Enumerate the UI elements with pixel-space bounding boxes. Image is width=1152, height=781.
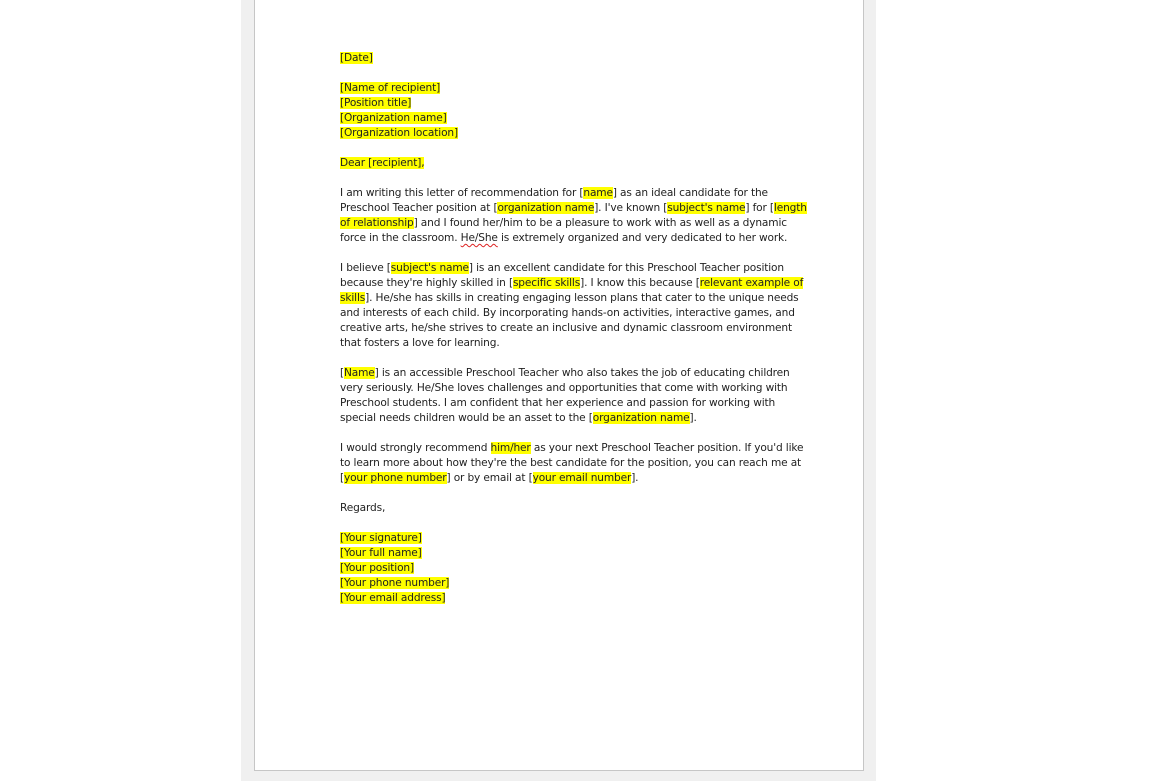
p4-text-1: I would strongly recommend [340, 442, 491, 454]
closing-text: Regards, [340, 502, 386, 514]
p2-text-3: ]. I know this because [ [580, 277, 700, 289]
p4-highlight-pronoun: him/her [490, 442, 531, 454]
p1-text-6: is extremely organized and very dedicated to her work. [497, 232, 788, 244]
p2-text-2: ] is an excellent candidate for this Preschool Teacher position because they're highly skilled in [ [340, 262, 784, 289]
salutation [340, 156, 812, 171]
salutation-text: Dear [recipient], [340, 157, 425, 169]
signature-phone: [Your phone number] [340, 577, 450, 589]
p4-text-4: ]. [631, 472, 639, 484]
date-line [340, 51, 812, 66]
p4-text-2: as your next Preschool Teacher position. If you'd like to learn more about how they're the best candidate for the position, you can reach me at [ [340, 442, 804, 484]
p2-highlight-subject: subject's name [390, 262, 469, 274]
p2-text-1: I believe [ [340, 262, 391, 274]
p1-text-5: ] and I found her/him to be a pleasure to work with as well as a dynamic force in the classroom. [340, 217, 787, 244]
p1-text-4: ] for [ [745, 202, 774, 214]
page-frame [241, 0, 876, 781]
recipient-organization: [Organization name] [340, 112, 447, 124]
letter-body[interactable] [340, 51, 812, 621]
p1-highlight-organization: organization name [497, 202, 595, 214]
signature-position: [Your position] [340, 562, 414, 574]
date-placeholder: [Date] [340, 52, 373, 64]
recipient-location: [Organization location] [340, 127, 458, 139]
p2-highlight-skills: specific skills [512, 277, 581, 289]
recipient-name: [Name of recipient] [340, 82, 441, 94]
closing [340, 501, 812, 516]
recipient-position: [Position title] [340, 97, 412, 109]
recipient-block [340, 81, 812, 141]
p1-highlight-name: name [583, 187, 613, 199]
paragraph-4 [340, 441, 812, 486]
paragraph-3 [340, 366, 812, 426]
p1-text-2: ] as an ideal candidate for the Preschool Teacher position at [ [340, 187, 768, 214]
p4-highlight-phone: your phone number [343, 472, 447, 484]
signature-block [340, 531, 812, 606]
p1-text-1: I am writing this letter of recommendation for [ [340, 187, 584, 199]
p1-highlight-subject: subject's name [667, 202, 746, 214]
p1-spellcheck-word[interactable]: He/She [460, 232, 498, 244]
p3-highlight-organization: organization name [592, 412, 690, 424]
signature-line: [Your signature] [340, 532, 422, 544]
paragraph-1 [340, 186, 812, 246]
document-page [254, 0, 864, 771]
p3-text-3: ]. [689, 412, 697, 424]
p3-text-2: ] is an accessible Preschool Teacher who also takes the job of educating children very seriously. He/She loves challenges and opportunities that come with working with Preschool students. I am confident that her experience and passion for working with special needs children would be an asset to the [ [340, 367, 790, 424]
p4-text-3: ] or by email at [ [446, 472, 533, 484]
p3-highlight-name: Name [343, 367, 375, 379]
p1-highlight-relationship: length of relationship [340, 202, 807, 229]
signature-email: [Your email address] [340, 592, 446, 604]
p4-highlight-email: your email number [532, 472, 632, 484]
paragraph-2 [340, 261, 812, 351]
p2-highlight-example: relevant example of skills [340, 277, 804, 304]
p2-text-4: ]. He/she has skills in creating engaging lesson plans that cater to the unique needs and interests of each child. By incorporating hands-on activities, interactive games, and creative arts, he/she strives to create an inclusive and dynamic classroom environment that fosters a love for learning. [340, 292, 799, 349]
p1-text-3: ]. I've known [ [594, 202, 668, 214]
signature-full-name: [Your full name] [340, 547, 422, 559]
p3-text-1: [ [340, 367, 344, 379]
